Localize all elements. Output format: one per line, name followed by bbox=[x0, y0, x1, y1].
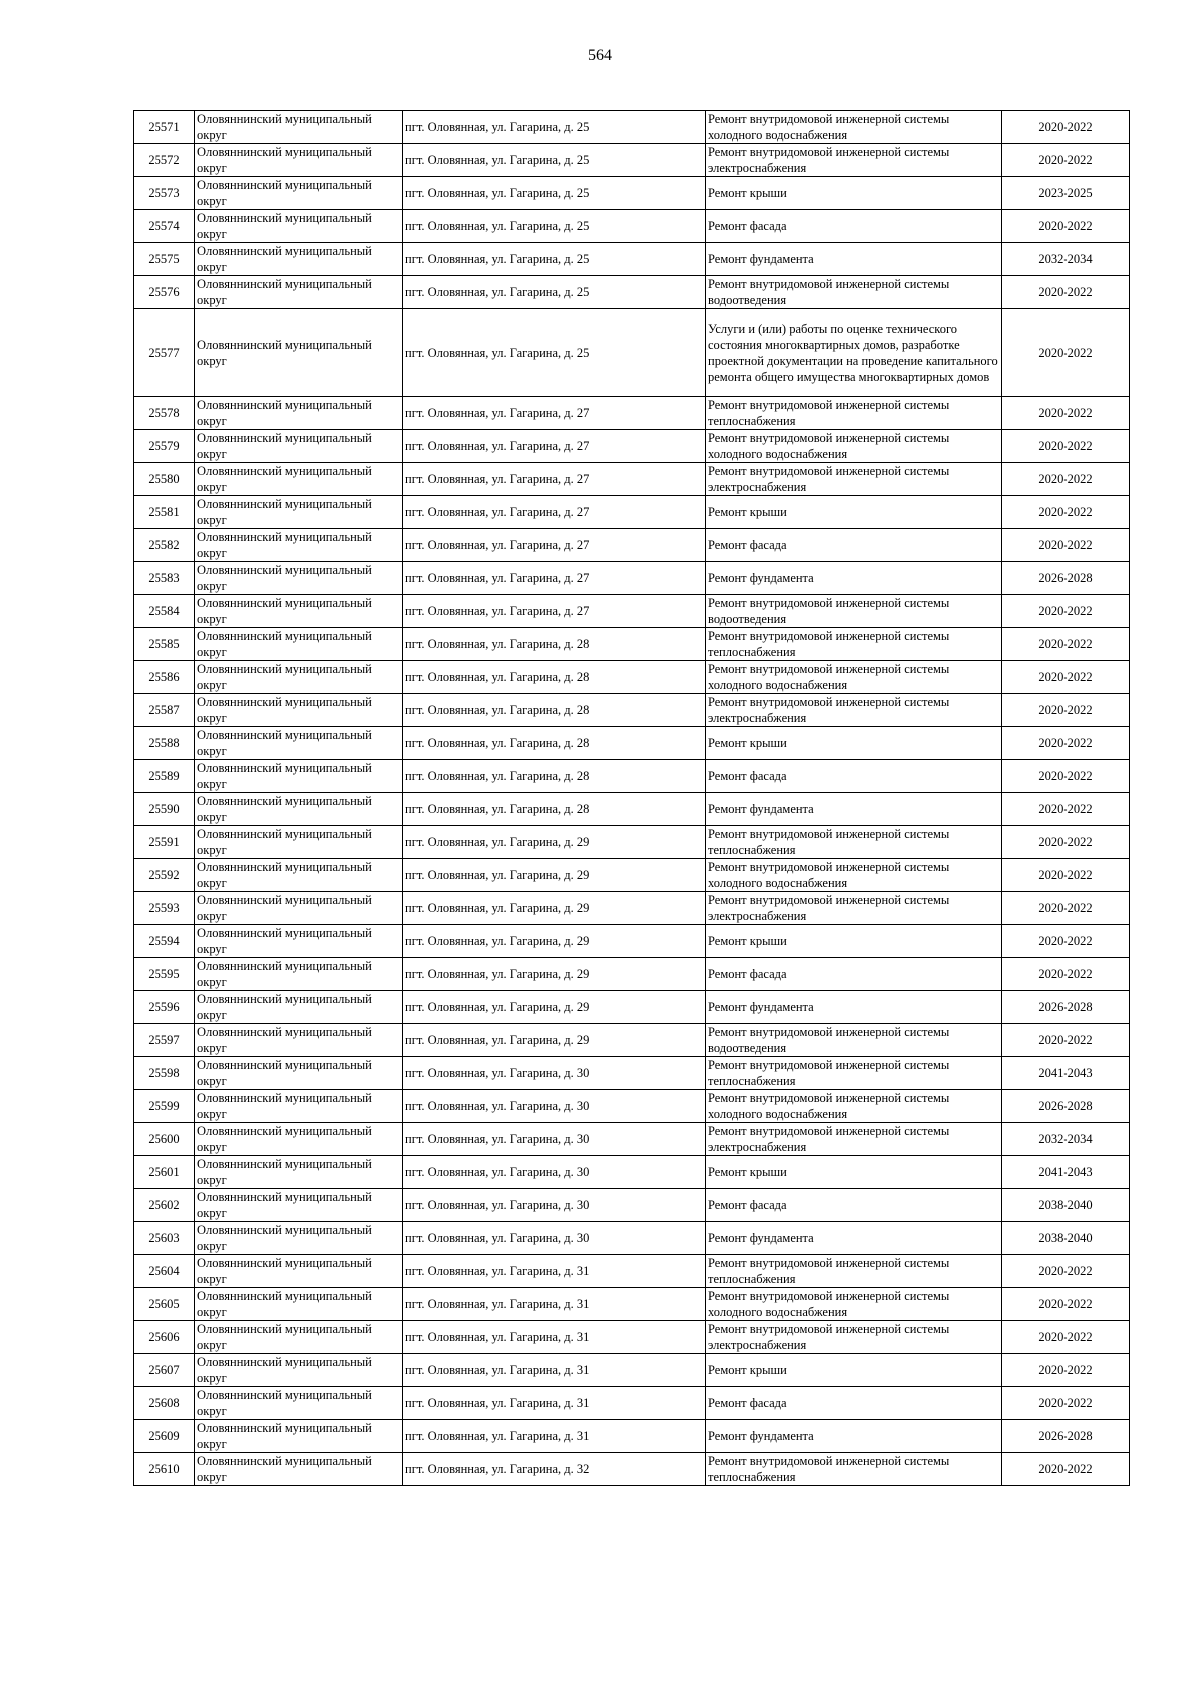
period-cell: 2020-2022 bbox=[1002, 1024, 1130, 1057]
row-number: 25595 bbox=[134, 958, 195, 991]
work-type-cell: Ремонт внутридомовой инженерной системы теплоснабжения bbox=[706, 826, 1002, 859]
table-row bbox=[134, 727, 1130, 760]
work-type-cell: Ремонт внутридомовой инженерной системы холодного водоснабжения bbox=[706, 1090, 1002, 1123]
work-type-cell: Ремонт фундамента bbox=[706, 243, 1002, 276]
row-number: 25574 bbox=[134, 210, 195, 243]
period-cell: 2020-2022 bbox=[1002, 1255, 1130, 1288]
address-cell: пгт. Оловянная, ул. Гагарина, д. 25 bbox=[403, 309, 706, 397]
work-type-cell: Ремонт крыши bbox=[706, 925, 1002, 958]
period-cell: 2020-2022 bbox=[1002, 111, 1130, 144]
work-type-cell: Ремонт фундамента bbox=[706, 562, 1002, 595]
address-cell: пгт. Оловянная, ул. Гагарина, д. 32 bbox=[403, 1453, 706, 1486]
work-type-cell: Ремонт внутридомовой инженерной системы холодного водоснабжения bbox=[706, 859, 1002, 892]
address-cell: пгт. Оловянная, ул. Гагарина, д. 31 bbox=[403, 1420, 706, 1453]
row-number: 25599 bbox=[134, 1090, 195, 1123]
district-cell: Оловяннинский муниципальный округ bbox=[195, 1321, 403, 1354]
table-row bbox=[134, 826, 1130, 859]
row-number: 25602 bbox=[134, 1189, 195, 1222]
work-type-cell: Ремонт внутридомовой инженерной системы водоотведения bbox=[706, 1024, 1002, 1057]
table-row bbox=[134, 529, 1130, 562]
district-cell: Оловяннинский муниципальный округ bbox=[195, 1288, 403, 1321]
district-cell: Оловяннинский муниципальный округ bbox=[195, 1024, 403, 1057]
district-cell: Оловяннинский муниципальный округ bbox=[195, 144, 403, 177]
work-type-cell: Ремонт внутридомовой инженерной системы электроснабжения bbox=[706, 892, 1002, 925]
table-row bbox=[134, 958, 1130, 991]
work-type-cell: Ремонт внутридомовой инженерной системы холодного водоснабжения bbox=[706, 111, 1002, 144]
district-cell: Оловяннинский муниципальный округ bbox=[195, 595, 403, 628]
period-cell: 2020-2022 bbox=[1002, 694, 1130, 727]
row-number: 25578 bbox=[134, 397, 195, 430]
row-number: 25607 bbox=[134, 1354, 195, 1387]
period-cell: 2020-2022 bbox=[1002, 727, 1130, 760]
work-type-cell: Ремонт фасада bbox=[706, 760, 1002, 793]
work-type-cell: Ремонт крыши bbox=[706, 496, 1002, 529]
district-cell: Оловяннинский муниципальный округ bbox=[195, 111, 403, 144]
table-row bbox=[134, 1288, 1130, 1321]
address-cell: пгт. Оловянная, ул. Гагарина, д. 28 bbox=[403, 628, 706, 661]
period-cell: 2020-2022 bbox=[1002, 144, 1130, 177]
address-cell: пгт. Оловянная, ул. Гагарина, д. 31 bbox=[403, 1255, 706, 1288]
district-cell: Оловяннинский муниципальный округ bbox=[195, 1387, 403, 1420]
address-cell: пгт. Оловянная, ул. Гагарина, д. 27 bbox=[403, 430, 706, 463]
period-cell: 2041-2043 bbox=[1002, 1156, 1130, 1189]
address-cell: пгт. Оловянная, ул. Гагарина, д. 29 bbox=[403, 859, 706, 892]
district-cell: Оловяннинский муниципальный округ bbox=[195, 628, 403, 661]
address-cell: пгт. Оловянная, ул. Гагарина, д. 27 bbox=[403, 496, 706, 529]
row-number: 25601 bbox=[134, 1156, 195, 1189]
period-cell: 2020-2022 bbox=[1002, 309, 1130, 397]
work-type-cell: Ремонт фундамента bbox=[706, 1222, 1002, 1255]
table-row bbox=[134, 276, 1130, 309]
row-number: 25575 bbox=[134, 243, 195, 276]
row-number: 25577 bbox=[134, 309, 195, 397]
work-type-cell: Услуги и (или) работы по оценке технического состояния многоквартирных домов, разработке проектной документации на проведение капитального ремонта общего имущества многоквартирных домов bbox=[706, 309, 1002, 397]
address-cell: пгт. Оловянная, ул. Гагарина, д. 27 bbox=[403, 562, 706, 595]
address-cell: пгт. Оловянная, ул. Гагарина, д. 29 bbox=[403, 826, 706, 859]
address-cell: пгт. Оловянная, ул. Гагарина, д. 30 bbox=[403, 1123, 706, 1156]
row-number: 25596 bbox=[134, 991, 195, 1024]
district-cell: Оловяннинский муниципальный округ bbox=[195, 463, 403, 496]
period-cell: 2020-2022 bbox=[1002, 1321, 1130, 1354]
table-row bbox=[134, 496, 1130, 529]
work-type-cell: Ремонт внутридомовой инженерной системы холодного водоснабжения bbox=[706, 430, 1002, 463]
table-row bbox=[134, 243, 1130, 276]
table-row bbox=[134, 595, 1130, 628]
work-type-cell: Ремонт фундамента bbox=[706, 991, 1002, 1024]
table-body bbox=[134, 111, 1130, 1486]
address-cell: пгт. Оловянная, ул. Гагарина, д. 25 bbox=[403, 243, 706, 276]
work-type-cell: Ремонт фасада bbox=[706, 1387, 1002, 1420]
row-number: 25579 bbox=[134, 430, 195, 463]
address-cell: пгт. Оловянная, ул. Гагарина, д. 31 bbox=[403, 1288, 706, 1321]
table-row bbox=[134, 1156, 1130, 1189]
period-cell: 2020-2022 bbox=[1002, 1288, 1130, 1321]
table-row bbox=[134, 694, 1130, 727]
address-cell: пгт. Оловянная, ул. Гагарина, д. 27 bbox=[403, 463, 706, 496]
work-type-cell: Ремонт фасада bbox=[706, 210, 1002, 243]
district-cell: Оловяннинский муниципальный округ bbox=[195, 1057, 403, 1090]
district-cell: Оловяннинский муниципальный округ bbox=[195, 1090, 403, 1123]
work-type-cell: Ремонт внутридомовой инженерной системы теплоснабжения bbox=[706, 1255, 1002, 1288]
work-type-cell: Ремонт внутридомовой инженерной системы электроснабжения bbox=[706, 144, 1002, 177]
period-cell: 2038-2040 bbox=[1002, 1189, 1130, 1222]
table-row bbox=[134, 892, 1130, 925]
table-row bbox=[134, 1453, 1130, 1486]
address-cell: пгт. Оловянная, ул. Гагарина, д. 25 bbox=[403, 111, 706, 144]
row-number: 25593 bbox=[134, 892, 195, 925]
row-number: 25580 bbox=[134, 463, 195, 496]
table-row bbox=[134, 1024, 1130, 1057]
row-number: 25585 bbox=[134, 628, 195, 661]
period-cell: 2020-2022 bbox=[1002, 276, 1130, 309]
period-cell: 2020-2022 bbox=[1002, 925, 1130, 958]
row-number: 25576 bbox=[134, 276, 195, 309]
address-cell: пгт. Оловянная, ул. Гагарина, д. 28 bbox=[403, 760, 706, 793]
table-row bbox=[134, 1123, 1130, 1156]
period-cell: 2020-2022 bbox=[1002, 793, 1130, 826]
district-cell: Оловяннинский муниципальный округ bbox=[195, 1420, 403, 1453]
row-number: 25604 bbox=[134, 1255, 195, 1288]
work-type-cell: Ремонт внутридомовой инженерной системы холодного водоснабжения bbox=[706, 661, 1002, 694]
address-cell: пгт. Оловянная, ул. Гагарина, д. 31 bbox=[403, 1321, 706, 1354]
row-number: 25609 bbox=[134, 1420, 195, 1453]
work-type-cell: Ремонт внутридомовой инженерной системы холодного водоснабжения bbox=[706, 1288, 1002, 1321]
district-cell: Оловяннинский муниципальный округ bbox=[195, 1255, 403, 1288]
work-type-cell: Ремонт внутридомовой инженерной системы водоотведения bbox=[706, 276, 1002, 309]
district-cell: Оловяннинский муниципальный округ bbox=[195, 727, 403, 760]
work-type-cell: Ремонт крыши bbox=[706, 727, 1002, 760]
row-number: 25586 bbox=[134, 661, 195, 694]
period-cell: 2020-2022 bbox=[1002, 628, 1130, 661]
work-type-cell: Ремонт внутридомовой инженерной системы водоотведения bbox=[706, 595, 1002, 628]
table-row bbox=[134, 793, 1130, 826]
address-cell: пгт. Оловянная, ул. Гагарина, д. 27 bbox=[403, 595, 706, 628]
period-cell: 2020-2022 bbox=[1002, 1354, 1130, 1387]
row-number: 25605 bbox=[134, 1288, 195, 1321]
district-cell: Оловяннинский муниципальный округ bbox=[195, 430, 403, 463]
table-row bbox=[134, 430, 1130, 463]
table-row bbox=[134, 1189, 1130, 1222]
table-row bbox=[134, 1354, 1130, 1387]
district-cell: Оловяннинский муниципальный округ bbox=[195, 760, 403, 793]
table-row bbox=[134, 1090, 1130, 1123]
work-type-cell: Ремонт фасада bbox=[706, 958, 1002, 991]
work-type-cell: Ремонт фундамента bbox=[706, 793, 1002, 826]
district-cell: Оловяннинский муниципальный округ bbox=[195, 1222, 403, 1255]
period-cell: 2041-2043 bbox=[1002, 1057, 1130, 1090]
work-type-cell: Ремонт внутридомовой инженерной системы электроснабжения bbox=[706, 694, 1002, 727]
table-row bbox=[134, 309, 1130, 397]
address-cell: пгт. Оловянная, ул. Гагарина, д. 27 bbox=[403, 397, 706, 430]
row-number: 25583 bbox=[134, 562, 195, 595]
district-cell: Оловяннинский муниципальный округ bbox=[195, 243, 403, 276]
table-row bbox=[134, 463, 1130, 496]
period-cell: 2020-2022 bbox=[1002, 496, 1130, 529]
page-number: 564 bbox=[588, 47, 612, 64]
period-cell: 2026-2028 bbox=[1002, 562, 1130, 595]
period-cell: 2020-2022 bbox=[1002, 661, 1130, 694]
work-type-cell: Ремонт внутридомовой инженерной системы теплоснабжения bbox=[706, 1057, 1002, 1090]
period-cell: 2026-2028 bbox=[1002, 991, 1130, 1024]
work-type-cell: Ремонт фасада bbox=[706, 529, 1002, 562]
address-cell: пгт. Оловянная, ул. Гагарина, д. 27 bbox=[403, 529, 706, 562]
address-cell: пгт. Оловянная, ул. Гагарина, д. 25 bbox=[403, 276, 706, 309]
period-cell: 2020-2022 bbox=[1002, 859, 1130, 892]
address-cell: пгт. Оловянная, ул. Гагарина, д. 29 bbox=[403, 925, 706, 958]
table-row bbox=[134, 1420, 1130, 1453]
address-cell: пгт. Оловянная, ул. Гагарина, д. 28 bbox=[403, 793, 706, 826]
district-cell: Оловяннинский муниципальный округ bbox=[195, 309, 403, 397]
period-cell: 2038-2040 bbox=[1002, 1222, 1130, 1255]
work-type-cell: Ремонт внутридомовой инженерной системы теплоснабжения bbox=[706, 628, 1002, 661]
row-number: 25584 bbox=[134, 595, 195, 628]
row-number: 25610 bbox=[134, 1453, 195, 1486]
table-row bbox=[134, 1255, 1130, 1288]
table-row bbox=[134, 1057, 1130, 1090]
work-type-cell: Ремонт крыши bbox=[706, 1156, 1002, 1189]
table-row bbox=[134, 859, 1130, 892]
district-cell: Оловяннинский муниципальный округ bbox=[195, 991, 403, 1024]
period-cell: 2020-2022 bbox=[1002, 826, 1130, 859]
row-number: 25571 bbox=[134, 111, 195, 144]
row-number: 25589 bbox=[134, 760, 195, 793]
row-number: 25582 bbox=[134, 529, 195, 562]
district-cell: Оловяннинский муниципальный округ bbox=[195, 826, 403, 859]
district-cell: Оловяннинский муниципальный округ bbox=[195, 1189, 403, 1222]
row-number: 25588 bbox=[134, 727, 195, 760]
period-cell: 2032-2034 bbox=[1002, 243, 1130, 276]
work-type-cell: Ремонт внутридомовой инженерной системы теплоснабжения bbox=[706, 397, 1002, 430]
district-cell: Оловяннинский муниципальный округ bbox=[195, 892, 403, 925]
period-cell: 2020-2022 bbox=[1002, 595, 1130, 628]
address-cell: пгт. Оловянная, ул. Гагарина, д. 25 bbox=[403, 177, 706, 210]
address-cell: пгт. Оловянная, ул. Гагарина, д. 29 bbox=[403, 892, 706, 925]
district-cell: Оловяннинский муниципальный округ bbox=[195, 496, 403, 529]
row-number: 25573 bbox=[134, 177, 195, 210]
district-cell: Оловяннинский муниципальный округ bbox=[195, 276, 403, 309]
row-number: 25591 bbox=[134, 826, 195, 859]
address-cell: пгт. Оловянная, ул. Гагарина, д. 25 bbox=[403, 210, 706, 243]
address-cell: пгт. Оловянная, ул. Гагарина, д. 31 bbox=[403, 1354, 706, 1387]
address-cell: пгт. Оловянная, ул. Гагарина, д. 25 bbox=[403, 144, 706, 177]
address-cell: пгт. Оловянная, ул. Гагарина, д. 29 bbox=[403, 991, 706, 1024]
row-number: 25590 bbox=[134, 793, 195, 826]
work-type-cell: Ремонт фасада bbox=[706, 1189, 1002, 1222]
district-cell: Оловяннинский муниципальный округ bbox=[195, 1354, 403, 1387]
row-number: 25598 bbox=[134, 1057, 195, 1090]
district-cell: Оловяннинский муниципальный округ bbox=[195, 925, 403, 958]
row-number: 25603 bbox=[134, 1222, 195, 1255]
table-row bbox=[134, 1387, 1130, 1420]
row-number: 25581 bbox=[134, 496, 195, 529]
work-type-cell: Ремонт внутридомовой инженерной системы электроснабжения bbox=[706, 1123, 1002, 1156]
period-cell: 2020-2022 bbox=[1002, 1387, 1130, 1420]
table-row bbox=[134, 1222, 1130, 1255]
table-row bbox=[134, 661, 1130, 694]
table-row bbox=[134, 1321, 1130, 1354]
row-number: 25587 bbox=[134, 694, 195, 727]
period-cell: 2020-2022 bbox=[1002, 210, 1130, 243]
period-cell: 2026-2028 bbox=[1002, 1420, 1130, 1453]
address-cell: пгт. Оловянная, ул. Гагарина, д. 31 bbox=[403, 1387, 706, 1420]
work-type-cell: Ремонт внутридомовой инженерной системы электроснабжения bbox=[706, 463, 1002, 496]
address-cell: пгт. Оловянная, ул. Гагарина, д. 30 bbox=[403, 1222, 706, 1255]
row-number: 25608 bbox=[134, 1387, 195, 1420]
period-cell: 2020-2022 bbox=[1002, 397, 1130, 430]
district-cell: Оловяннинский муниципальный округ bbox=[195, 562, 403, 595]
period-cell: 2020-2022 bbox=[1002, 760, 1130, 793]
table-row bbox=[134, 144, 1130, 177]
address-cell: пгт. Оловянная, ул. Гагарина, д. 30 bbox=[403, 1189, 706, 1222]
capital-repair-table bbox=[133, 110, 1130, 1486]
row-number: 25594 bbox=[134, 925, 195, 958]
address-cell: пгт. Оловянная, ул. Гагарина, д. 28 bbox=[403, 694, 706, 727]
row-number: 25600 bbox=[134, 1123, 195, 1156]
district-cell: Оловяннинский муниципальный округ bbox=[195, 1453, 403, 1486]
table-row bbox=[134, 562, 1130, 595]
address-cell: пгт. Оловянная, ул. Гагарина, д. 30 bbox=[403, 1090, 706, 1123]
district-cell: Оловяннинский муниципальный округ bbox=[195, 397, 403, 430]
district-cell: Оловяннинский муниципальный округ bbox=[195, 958, 403, 991]
work-type-cell: Ремонт внутридомовой инженерной системы электроснабжения bbox=[706, 1321, 1002, 1354]
address-cell: пгт. Оловянная, ул. Гагарина, д. 29 bbox=[403, 1024, 706, 1057]
period-cell: 2023-2025 bbox=[1002, 177, 1130, 210]
work-type-cell: Ремонт крыши bbox=[706, 177, 1002, 210]
row-number: 25606 bbox=[134, 1321, 195, 1354]
table-row bbox=[134, 177, 1130, 210]
address-cell: пгт. Оловянная, ул. Гагарина, д. 30 bbox=[403, 1156, 706, 1189]
table-row bbox=[134, 760, 1130, 793]
period-cell: 2032-2034 bbox=[1002, 1123, 1130, 1156]
period-cell: 2020-2022 bbox=[1002, 1453, 1130, 1486]
work-type-cell: Ремонт фундамента bbox=[706, 1420, 1002, 1453]
work-type-cell: Ремонт внутридомовой инженерной системы теплоснабжения bbox=[706, 1453, 1002, 1486]
work-type-cell: Ремонт крыши bbox=[706, 1354, 1002, 1387]
period-cell: 2020-2022 bbox=[1002, 892, 1130, 925]
district-cell: Оловяннинский муниципальный округ bbox=[195, 793, 403, 826]
district-cell: Оловяннинский муниципальный округ bbox=[195, 859, 403, 892]
address-cell: пгт. Оловянная, ул. Гагарина, д. 29 bbox=[403, 958, 706, 991]
period-cell: 2020-2022 bbox=[1002, 430, 1130, 463]
district-cell: Оловяннинский муниципальный округ bbox=[195, 1123, 403, 1156]
table-row bbox=[134, 925, 1130, 958]
table-row bbox=[134, 210, 1130, 243]
district-cell: Оловяннинский муниципальный округ bbox=[195, 661, 403, 694]
address-cell: пгт. Оловянная, ул. Гагарина, д. 28 bbox=[403, 661, 706, 694]
district-cell: Оловяннинский муниципальный округ bbox=[195, 694, 403, 727]
district-cell: Оловяннинский муниципальный округ bbox=[195, 529, 403, 562]
address-cell: пгт. Оловянная, ул. Гагарина, д. 28 bbox=[403, 727, 706, 760]
district-cell: Оловяннинский муниципальный округ bbox=[195, 210, 403, 243]
table-row bbox=[134, 397, 1130, 430]
period-cell: 2026-2028 bbox=[1002, 1090, 1130, 1123]
table-row bbox=[134, 991, 1130, 1024]
table-row bbox=[134, 628, 1130, 661]
period-cell: 2020-2022 bbox=[1002, 529, 1130, 562]
row-number: 25572 bbox=[134, 144, 195, 177]
row-number: 25597 bbox=[134, 1024, 195, 1057]
row-number: 25592 bbox=[134, 859, 195, 892]
period-cell: 2020-2022 bbox=[1002, 958, 1130, 991]
table-row bbox=[134, 111, 1130, 144]
district-cell: Оловяннинский муниципальный округ bbox=[195, 177, 403, 210]
district-cell: Оловяннинский муниципальный округ bbox=[195, 1156, 403, 1189]
period-cell: 2020-2022 bbox=[1002, 463, 1130, 496]
address-cell: пгт. Оловянная, ул. Гагарина, д. 30 bbox=[403, 1057, 706, 1090]
